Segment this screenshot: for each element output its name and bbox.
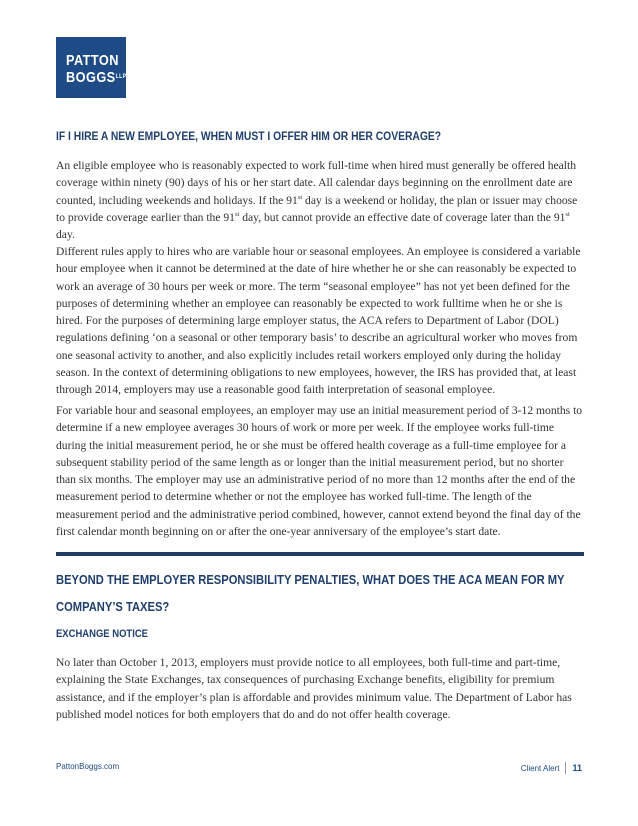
footer-client-alert-label: Client Alert [520, 763, 560, 773]
section-heading-aca-taxes-line1: BEYOND THE EMPLOYER RESPONSIBILITY PENALTIES, WHAT DOES THE ACA MEAN FOR MY [56, 572, 565, 587]
patton-boggs-logo [56, 37, 126, 98]
section-heading-aca-taxes-line2: COMPANY’S TAXES? [56, 599, 170, 614]
logo-line-boggs [66, 70, 127, 85]
paragraph-measurement-period: For variable hour and seasonal employees, an employer may use an initial measurement period of 3-12 months to determine if a new employee averages 30 hours of work or more per week. If the employee works full-time during the initial measurement period, he or she must be offered health coverage as a full-time employee for a subsequent stability period of the same length as or longer than the initial measurement period, but no shorter than six months. The employer may use an administrative period of no more than 12 months after the end of the measurement period to determine whether or not the employee has worked full-time. The length of the measurement period and the administrative period combined, however, cannot extend beyond the final day of the first calendar month beginning on or after the one-year anniversary of the employee’s start date. [56, 404, 583, 539]
paragraph-eligible-employee [56, 157, 584, 243]
logo-boggs-text: BOGGS [66, 69, 116, 86]
section-heading-new-employee: IF I HIRE A NEW EMPLOYEE, WHEN MUST I OFFER HIM OR HER COVERAGE? [56, 129, 442, 143]
footer-page-number: 11 [572, 763, 582, 773]
footer-page-info [521, 762, 582, 774]
section-divider [56, 552, 584, 556]
p1-sup-3: st [565, 211, 570, 219]
p1-text-c: day, but cannot provide an effective date of coverage later than the 91 [239, 210, 566, 224]
paragraph-variable-hour-rules: Different rules apply to hires who are variable hour or seasonal employees. An employee is considered a variable hour employee when it cannot be determined at the date of hire whether he or she can reasonably be expected to work an average of 30 hours per week or more. The term “seasonal employee” has not yet been defined for the purposes of determining whether an employee can reasonably be expected to work fulltime when he or she is hired. For the purposes of determining large employer status, the ACA refers to Department of Labor (DOL) regulations defining ‘on a seasonal or other temporary basis’ to describe an agricultural worker who moves from one seasonal activity to another, and also explicitly includes retail workers employed only during the holiday season. In the context of determining obligations to new employees, however, the IRS has provided that, at least through 2014, employers may use a reasonable good faith interpretation of seasonal employee. [56, 245, 581, 397]
p1-text-d: day. [56, 228, 75, 242]
logo-llp-mark: LLP [115, 74, 127, 80]
p1-text-b: day is a weekend or holiday, the plan or issuer may choose to provide coverage earlier than the 91 [56, 193, 578, 224]
p1-text-a: An eligible employee who is reasonably expected to work full-time when hired must generally be offered health coverage within ninety (90) days of his or her start date. All calendar days beginning on the enrollment date are counted, including weekends and holidays. If the 91 [56, 159, 577, 207]
footer-separator [565, 762, 566, 774]
logo-line-patton: PATTON [66, 52, 119, 69]
footer-website-link[interactable]: PattonBoggs.com [56, 762, 120, 771]
paragraph-exchange-notice: No later than October 1, 2013, employers must provide notice to all employees, both full-time and part-time, explaining the State Exchanges, tax consequences of purchasing Exchange benefits, eligibility for premium assistance, and if the employer’s plan is affordable and provides minimum value. The Department of Labor has published model notices for both employers that do and do not offer health coverage. [56, 656, 572, 721]
subheading-exchange-notice: EXCHANGE NOTICE [56, 628, 148, 640]
p1-sup-2: st [234, 211, 240, 219]
p1-sup-1: st [297, 193, 303, 201]
